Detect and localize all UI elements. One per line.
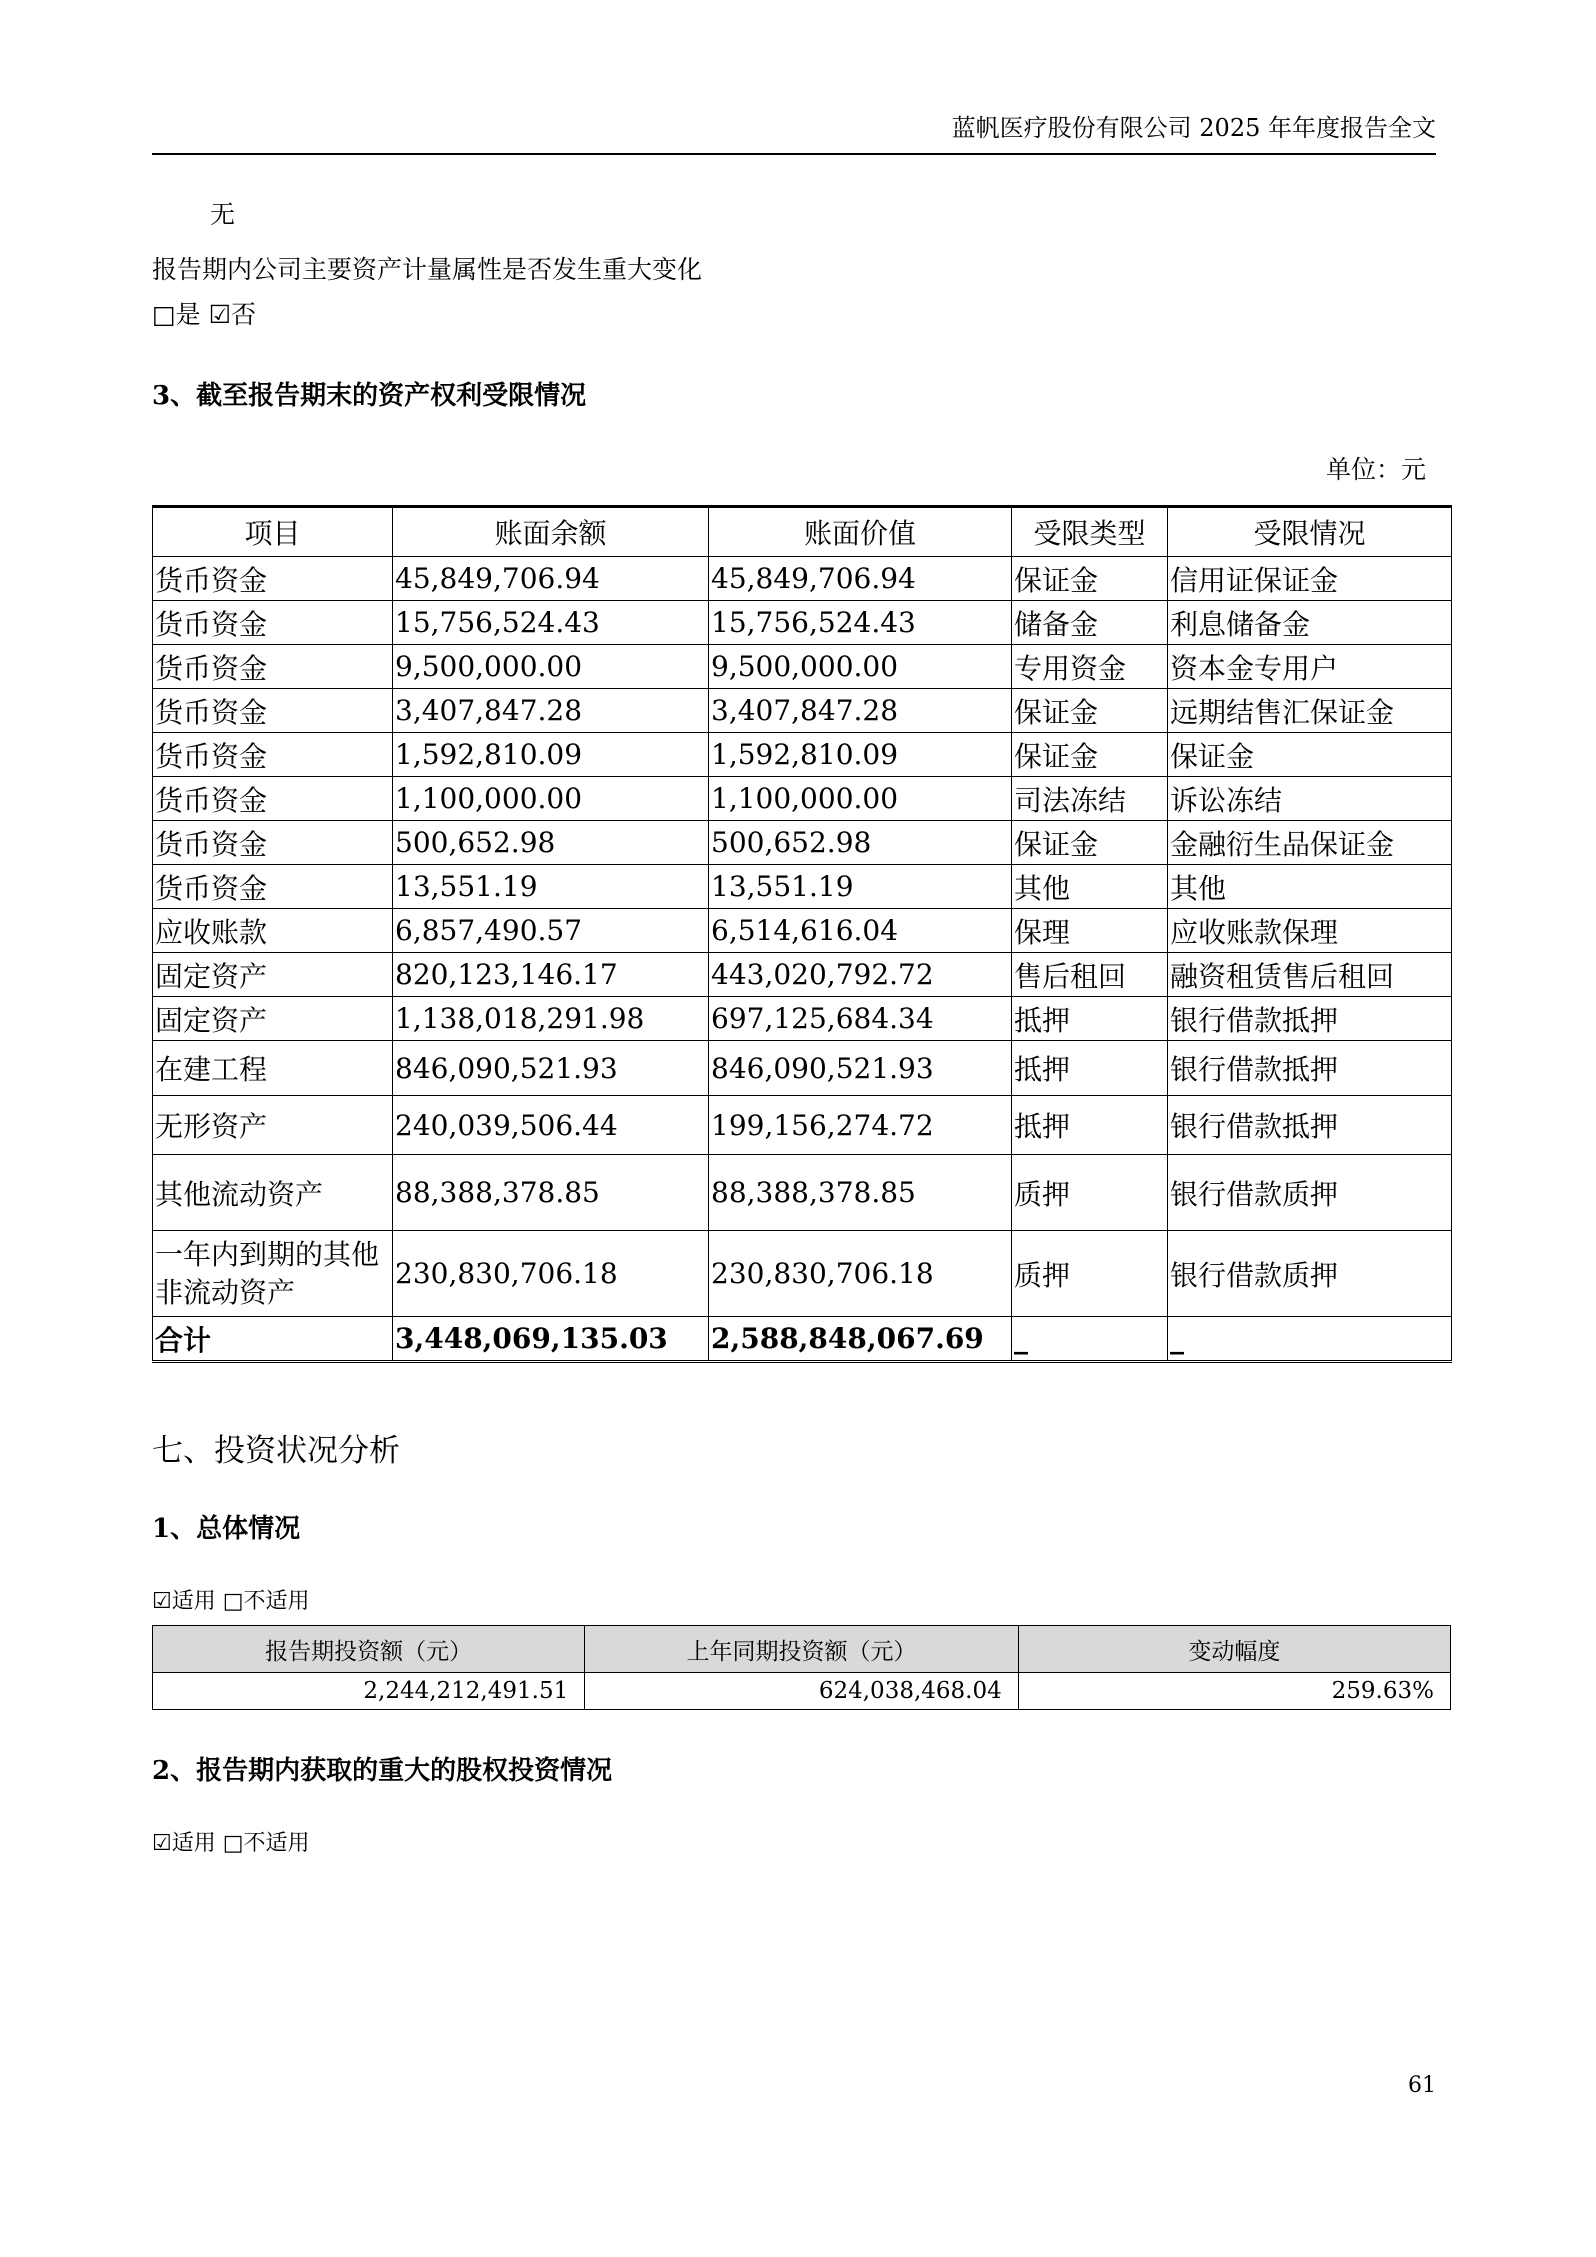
- cell-restriction-detail: 银行借款抵押: [1168, 997, 1452, 1041]
- cell-item: 其他流动资产: [153, 1155, 393, 1231]
- cell-book-value: 15,756,524.43: [709, 601, 1012, 645]
- table-row: [153, 689, 1452, 733]
- cell-restriction-detail: 远期结售汇保证金: [1168, 689, 1452, 733]
- table-row: [153, 1155, 1452, 1231]
- table-row: [153, 1673, 1451, 1710]
- cell-book-value: 45,849,706.94: [709, 557, 1012, 601]
- cell-total-book-balance: 3,448,069,135.03: [393, 1317, 709, 1362]
- table-row: [153, 909, 1452, 953]
- cell-book-balance: 13,551.19: [393, 865, 709, 909]
- cell-book-value: 230,830,706.18: [709, 1231, 1012, 1317]
- cell-restriction-type: 质押: [1012, 1231, 1168, 1317]
- cell-restriction-type: 其他: [1012, 865, 1168, 909]
- col-header-prior-investment: 上年同期投资额（元）: [585, 1626, 1019, 1673]
- cell-book-value: 1,592,810.09: [709, 733, 1012, 777]
- cell-restriction-detail: 金融衍生品保证金: [1168, 821, 1452, 865]
- cell-item: 应收账款: [153, 909, 393, 953]
- section3-heading: 3、截至报告期末的资产权利受限情况: [152, 381, 587, 411]
- cell-book-value: 3,407,847.28: [709, 689, 1012, 733]
- cell-book-value: 1,100,000.00: [709, 777, 1012, 821]
- cell-book-balance: 1,138,018,291.98: [393, 997, 709, 1041]
- cell-restriction-type: 储备金: [1012, 601, 1168, 645]
- cell-book-balance: 88,388,378.85: [393, 1155, 709, 1231]
- cell-book-balance: 1,100,000.00: [393, 777, 709, 821]
- cell-restriction-detail: 诉讼冻结: [1168, 777, 1452, 821]
- cell-book-balance: 15,756,524.43: [393, 601, 709, 645]
- cell-item: 一年内到期的其他非流动资产: [153, 1231, 393, 1317]
- cell-restriction-type: 售后租回: [1012, 953, 1168, 997]
- investment-summary-table: [152, 1625, 1451, 1710]
- section7-sub2-choice: ☑适用 □不适用: [152, 1831, 310, 1856]
- cell-restriction-type: 专用资金: [1012, 645, 1168, 689]
- restricted-assets-table: [152, 505, 1452, 1363]
- cell-total-label: 合计: [153, 1317, 393, 1362]
- col-header-restriction-detail: 受限情况: [1168, 507, 1452, 557]
- cell-item: 固定资产: [153, 997, 393, 1041]
- cell-change-rate: 259.63%: [1018, 1673, 1450, 1710]
- table-header-row: [153, 1626, 1451, 1673]
- cell-item: 无形资产: [153, 1096, 393, 1155]
- table-row: [153, 1041, 1452, 1096]
- col-header-book-balance: 账面余额: [393, 507, 709, 557]
- cell-restriction-detail: 保证金: [1168, 733, 1452, 777]
- cell-book-balance: 1,592,810.09: [393, 733, 709, 777]
- section7-sub1-choice: ☑适用 □不适用: [152, 1589, 310, 1614]
- cell-item: 货币资金: [153, 601, 393, 645]
- table-header-row: [153, 507, 1452, 557]
- cell-restriction-detail: 其他: [1168, 865, 1452, 909]
- cell-restriction-type: 抵押: [1012, 997, 1168, 1041]
- col-header-book-value: 账面价值: [709, 507, 1012, 557]
- cell-total-restriction-detail: _: [1168, 1317, 1452, 1362]
- cell-total-book-value: 2,588,848,067.69: [709, 1317, 1012, 1362]
- cell-restriction-type: 抵押: [1012, 1041, 1168, 1096]
- table-row: [153, 557, 1452, 601]
- col-header-item: 项目: [153, 507, 393, 557]
- cell-book-value: 88,388,378.85: [709, 1155, 1012, 1231]
- cell-book-value: 443,020,792.72: [709, 953, 1012, 997]
- table-row: [153, 733, 1452, 777]
- section7-sub1-heading: 1、总体情况: [152, 1514, 301, 1544]
- cell-restriction-detail: 银行借款抵押: [1168, 1096, 1452, 1155]
- table-row: [153, 645, 1452, 689]
- table-row: [153, 997, 1452, 1041]
- cell-book-value: 500,652.98: [709, 821, 1012, 865]
- table-row: [153, 1231, 1452, 1317]
- section7-sub2-heading: 2、报告期内获取的重大的股权投资情况: [152, 1756, 613, 1786]
- cell-book-balance: 9,500,000.00: [393, 645, 709, 689]
- col-header-restriction-type: 受限类型: [1012, 507, 1168, 557]
- table-row: [153, 1096, 1452, 1155]
- cell-item: 货币资金: [153, 777, 393, 821]
- page-number: 61: [1408, 2073, 1436, 2098]
- cell-item: 货币资金: [153, 689, 393, 733]
- cell-book-balance: 240,039,506.44: [393, 1096, 709, 1155]
- cell-book-balance: 846,090,521.93: [393, 1041, 709, 1096]
- table-row: [153, 821, 1452, 865]
- cell-restriction-detail: 资本金专用户: [1168, 645, 1452, 689]
- cell-item: 货币资金: [153, 865, 393, 909]
- cell-book-balance: 6,857,490.57: [393, 909, 709, 953]
- table-row: [153, 865, 1452, 909]
- cell-restriction-detail: 信用证保证金: [1168, 557, 1452, 601]
- cell-restriction-type: 抵押: [1012, 1096, 1168, 1155]
- cell-book-balance: 820,123,146.17: [393, 953, 709, 997]
- cell-restriction-type: 保理: [1012, 909, 1168, 953]
- cell-book-value: 13,551.19: [709, 865, 1012, 909]
- cell-restriction-type: 保证金: [1012, 557, 1168, 601]
- cell-book-balance: 230,830,706.18: [393, 1231, 709, 1317]
- cell-item: 货币资金: [153, 645, 393, 689]
- cell-restriction-type: 司法冻结: [1012, 777, 1168, 821]
- cell-restriction-detail: 利息储备金: [1168, 601, 1452, 645]
- measurement-question: 报告期内公司主要资产计量属性是否发生重大变化: [152, 255, 703, 284]
- cell-item: 货币资金: [153, 733, 393, 777]
- page-header-title: 蓝帆医疗股份有限公司 2025 年年度报告全文: [951, 114, 1436, 142]
- cell-item: 固定资产: [153, 953, 393, 997]
- measurement-choice: □是 ☑否: [152, 300, 256, 329]
- table-total-row: [153, 1317, 1452, 1362]
- cell-restriction-detail: 银行借款质押: [1168, 1231, 1452, 1317]
- cell-book-balance: 45,849,706.94: [393, 557, 709, 601]
- cell-current-investment: 2,244,212,491.51: [153, 1673, 585, 1710]
- col-header-change-rate: 变动幅度: [1018, 1626, 1450, 1673]
- cell-item: 在建工程: [153, 1041, 393, 1096]
- cell-book-value: 846,090,521.93: [709, 1041, 1012, 1096]
- section7-heading: 七、投资状况分析: [152, 1433, 400, 1469]
- cell-book-value: 6,514,616.04: [709, 909, 1012, 953]
- cell-restriction-detail: 银行借款质押: [1168, 1155, 1452, 1231]
- cell-restriction-detail: 银行借款抵押: [1168, 1041, 1452, 1096]
- cell-prior-investment: 624,038,468.04: [585, 1673, 1019, 1710]
- none-text: 无: [210, 200, 236, 229]
- cell-restriction-type: 保证金: [1012, 821, 1168, 865]
- cell-book-value: 199,156,274.72: [709, 1096, 1012, 1155]
- cell-restriction-detail: 应收账款保理: [1168, 909, 1452, 953]
- table-row: [153, 601, 1452, 645]
- cell-total-restriction-type: _: [1012, 1317, 1168, 1362]
- table-row: [153, 777, 1452, 821]
- cell-item: 货币资金: [153, 557, 393, 601]
- cell-restriction-type: 保证金: [1012, 733, 1168, 777]
- cell-restriction-type: 保证金: [1012, 689, 1168, 733]
- cell-book-value: 9,500,000.00: [709, 645, 1012, 689]
- cell-book-value: 697,125,684.34: [709, 997, 1012, 1041]
- cell-restriction-detail: 融资租赁售后租回: [1168, 953, 1452, 997]
- col-header-current-investment: 报告期投资额（元）: [153, 1626, 585, 1673]
- cell-item: 货币资金: [153, 821, 393, 865]
- cell-restriction-type: 质押: [1012, 1155, 1168, 1231]
- header-divider: [152, 153, 1436, 155]
- cell-book-balance: 3,407,847.28: [393, 689, 709, 733]
- cell-book-balance: 500,652.98: [393, 821, 709, 865]
- unit-label: 单位：元: [1325, 455, 1426, 484]
- table-row: [153, 953, 1452, 997]
